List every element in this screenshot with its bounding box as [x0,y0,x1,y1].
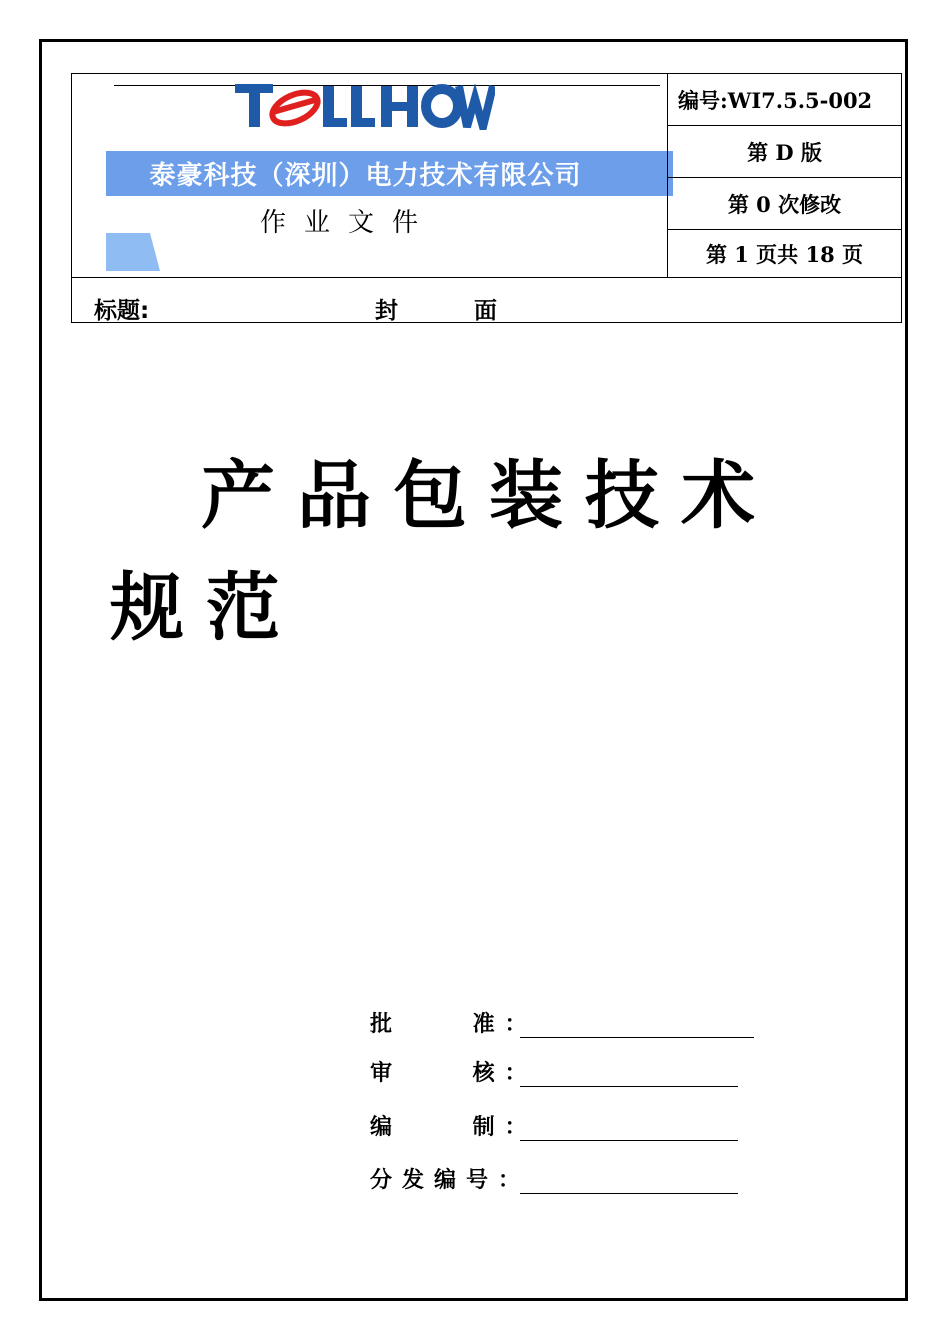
revision: 第 0 次修改 [668,178,901,230]
company-name: 泰豪科技（深圳）电力技术有限公司 [149,161,582,191]
distribution-number-line [520,1165,738,1194]
distribution-label: 分发编号： [370,1167,531,1193]
approve-row [370,1002,754,1038]
title-value: 封面 [375,297,573,324]
tellhow-logo [235,84,495,130]
review-label: 审 核： [370,1060,537,1086]
decorative-shape [106,233,160,271]
review-signature-line [520,1058,738,1087]
company-name-band [106,151,673,196]
title-label: 标题: [94,298,150,324]
doc-type: 作业文件 [260,208,437,238]
approve-signature-line [520,1009,754,1038]
header-divider-horizontal [72,277,901,278]
header-table [71,73,902,323]
compile-signature-line [520,1112,738,1141]
page-info: 第 1 页共 18 页 [705,241,864,267]
compile-label: 编 制： [370,1114,537,1140]
compile-row [370,1105,738,1141]
edition: 第 D 版 [668,126,901,178]
main-title: 产品包装技术规范 [110,453,777,651]
approve-label: 批 准： [370,1011,537,1037]
doc-info-cells [668,74,901,277]
distribution-row [370,1158,738,1194]
doc-number: 编号:WI7.5.5-002 [668,74,901,126]
review-row [370,1051,738,1087]
